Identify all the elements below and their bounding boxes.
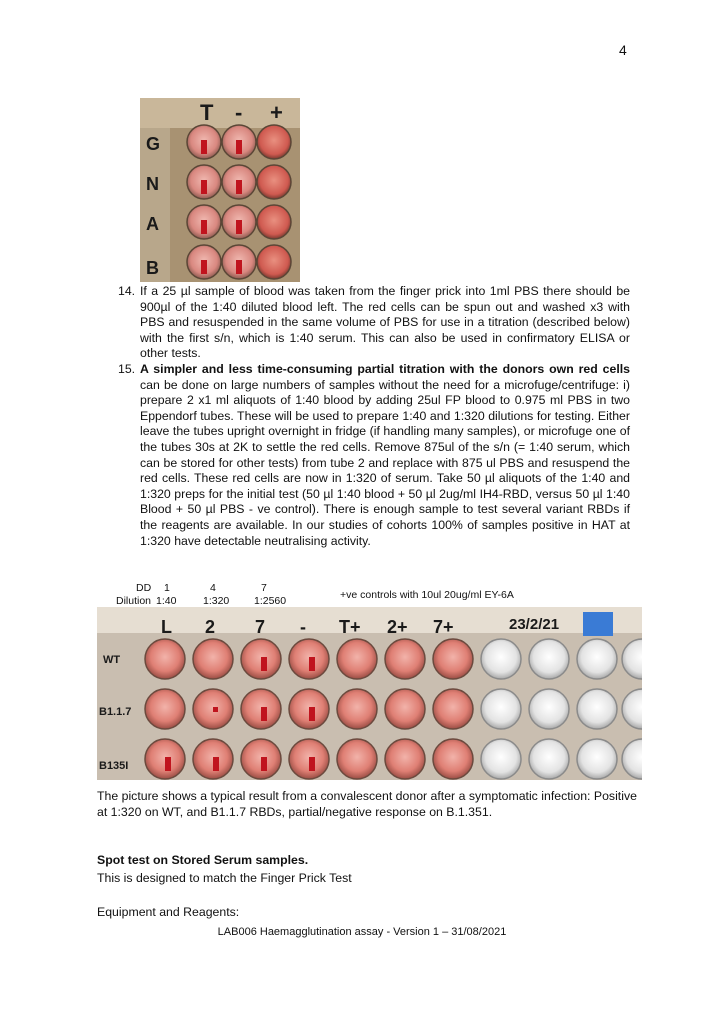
plate1-row-label-n: N [146, 174, 159, 194]
plate2-wells [145, 639, 642, 779]
figure-caption: The picture shows a typical result from a convalescent donor after a symptomatic infection: Positive at 1:320 on WT, and B1.1.7 RBDs, partial/negative response on B.1.351. [97, 789, 637, 819]
page-number: 4 [619, 42, 627, 58]
plate2-col-label: 7+ [433, 617, 454, 637]
plate2-date: 23/2/21 [509, 616, 560, 633]
plate1-row-label-g: G [146, 134, 161, 154]
dilution-col-3: 1:2560 [254, 595, 287, 607]
plate1-row-label-b: B [146, 258, 159, 278]
plate2-row-label: B135I [99, 760, 129, 772]
plate2-col-label: 2+ [387, 617, 408, 637]
dilution-col-1: 1:40 [156, 595, 177, 607]
dd-label: DD [136, 582, 152, 594]
protocol-steps [118, 284, 630, 549]
dd-col-1: 1 [164, 582, 170, 594]
plate2-col-label: L [161, 617, 172, 637]
dd-col-4: 4 [210, 582, 216, 594]
step-14 [118, 284, 630, 362]
plate1-col-label-minus: - [235, 100, 243, 125]
step-text: If a 25 µl sample of blood was taken from the finger prick into 1ml PBS there should be 900µl of the 1:40 diluted blood left. The red cells can be spun out and washed x3 with PBS and resuspended in the same volume of PBS for use in a titration (described below) with the first s/n, which is 1:40 serum. This can also be used in confirmatory ELISA or other tests. [140, 284, 630, 361]
plate2-col-label: 7 [255, 617, 266, 637]
step-number: 14. [118, 284, 136, 298]
step-15 [118, 362, 630, 549]
equipment-heading: Equipment and Reagents: [97, 905, 240, 919]
plate2-col-label: - [300, 617, 306, 637]
plate1-col-label-plus: + [270, 100, 283, 125]
controls-note: +ve controls with 10ul 20ug/ml EY-6A [340, 589, 514, 601]
section-title: Spot test on Stored Serum samples. [97, 853, 309, 867]
section-subtitle: This is designed to match the Finger Prick Test [97, 871, 352, 885]
dilution-col-2: 1:320 [203, 595, 230, 607]
step-text: can be done on large numbers of samples without the need for a microfuge/centrifuge: i) prepare 2 x1 ml aliquots of 1:40 blood by adding 25ul FP blood to 0.975 ml PBS in two Eppendorf tubes. These will be used to prepare 1:40 and 1:320 dilutions for testing. Either leave the tubes upright overnight in fridge (if handling many samples), or microfuge one of the tubes 30s at 2K to settle the red cells. Remove 875ul of the s/n (= 1:40 serum, which can be stored for other tests) from tube 2 and replace with 875 ul PBS and resuspend the red cells. These red cells are now in 1:320 of serum. Take 50 µl aliquots of the 1:40 and 1:320 preps for the initial test (50 µl 1:40 blood + 50 µl 2ug/ml IH4-RBD, versus 50 µl 1:40 Blood + 50 µl PBS - ve control). There is enough sample to test several variant RBDs if the reagents are available. In our studies of cohorts 100% of samples positive in HAT at 1:320 have detectable neutralising activity. [140, 377, 630, 548]
step-bold-lead: A simpler and less time-consuming partial titration with the donors own red cells [140, 361, 630, 376]
plate-photo-2 [97, 607, 642, 780]
plate2-row-label: WT [103, 654, 121, 666]
blue-label-sticker [583, 612, 613, 636]
plate2-row-label: B1.1.7 [99, 706, 132, 718]
plate-photo-1 [140, 98, 300, 282]
plate2-col-label: 2 [205, 617, 216, 637]
plate1-col-label-t: T [200, 100, 214, 125]
step-number: 15. [118, 361, 136, 376]
dilution-label: Dilution [116, 595, 152, 607]
plate1-row-label-a: A [146, 214, 159, 234]
plate2-col-label: T+ [339, 617, 361, 637]
dd-col-7: 7 [261, 582, 267, 594]
page-footer: LAB006 Haemagglutination assay - Version 1 – 31/08/2021 [217, 926, 507, 938]
